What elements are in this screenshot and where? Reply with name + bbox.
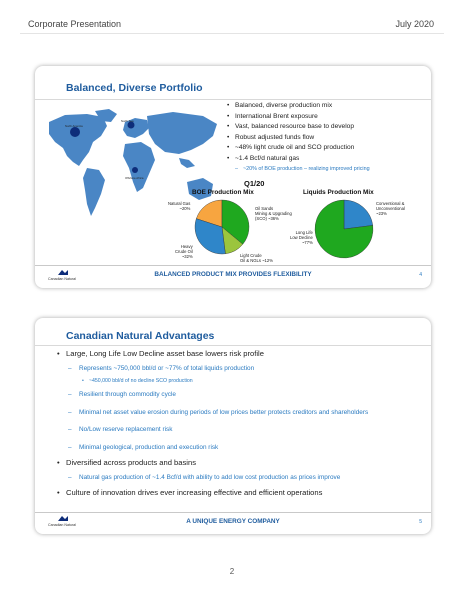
document-title: Corporate Presentation bbox=[28, 19, 122, 29]
boe-label-oil-sands: Oil Sands Mining & Upgrading (SCO) ~36% bbox=[255, 206, 292, 221]
slide-balanced-portfolio bbox=[35, 66, 431, 288]
slide-canadian-natural-advantages bbox=[35, 318, 431, 534]
boe-label-natural-gas: Natural Gas ~20% bbox=[168, 201, 191, 211]
slide-title: Balanced, Diverse Portfolio bbox=[66, 82, 203, 94]
title-divider bbox=[35, 99, 431, 100]
portfolio-bullets bbox=[225, 101, 425, 174]
map-south-america bbox=[83, 168, 105, 216]
bullet-level-2: – Natural gas production of ~1.4 Bcf/d with ability to add low cost production as prices improve bbox=[57, 474, 427, 482]
slide-title: Canadian Natural Advantages bbox=[66, 330, 215, 342]
slide-footer-text: A UNIQUE ENERGY COMPANY bbox=[186, 518, 280, 525]
boe-chart-title: BOE Production Mix bbox=[192, 189, 254, 196]
page-header bbox=[0, 0, 464, 34]
north-america-dot bbox=[70, 127, 80, 137]
bullet: • Robust adjusted funds flow bbox=[225, 133, 425, 144]
liquids-label-long-life: Long Life Low Decline ~77% bbox=[290, 230, 313, 245]
bullet: • Vast, balanced resource base to develop bbox=[225, 122, 425, 133]
advantages-bullets bbox=[57, 349, 427, 498]
footer-divider bbox=[35, 265, 431, 266]
map-label-offshore-africa: Offshore Africa bbox=[125, 176, 144, 180]
slide-number: 4 bbox=[419, 272, 422, 278]
map-africa bbox=[123, 142, 155, 192]
sub-bullet: – ~20% of BOE production – realizing improved pricing bbox=[225, 165, 425, 174]
footer-divider bbox=[35, 512, 431, 513]
company-logo: Canadian Natural bbox=[48, 515, 80, 529]
title-divider bbox=[35, 345, 431, 346]
bullet: • ~48% light crude oil and SCO production bbox=[225, 143, 425, 154]
offshore-africa-dot bbox=[132, 167, 138, 173]
bullet-level-1: • Diversified across products and basins bbox=[57, 458, 427, 468]
page-number: 2 bbox=[229, 567, 235, 576]
slide-footer-text: BALANCED PRODUCT MIX PROVIDES FLEXIBILITY bbox=[154, 271, 312, 278]
map-north-america bbox=[49, 114, 107, 166]
liquids-label-conventional: Conventional & Unconventional ~23% bbox=[376, 201, 405, 216]
map-asia bbox=[147, 112, 217, 154]
bullet: • ~1.4 Bcf/d natural gas bbox=[225, 154, 425, 165]
bullet-level-2: – Minimal geological, production and execution risk bbox=[57, 444, 427, 452]
bullet-level-2: – Minimal net asset value erosion during periods of low prices better protects creditors and shareholders bbox=[57, 409, 397, 417]
map-label-north-america: North America bbox=[65, 124, 83, 128]
bullet-level-1: • Large, Long Life Low Decline asset base lowers risk profile bbox=[57, 349, 427, 359]
bullet-level-2: – Resilient through commodity cycle bbox=[57, 391, 427, 399]
bullet: • Balanced, diverse production mix bbox=[225, 101, 425, 112]
boe-pie-chart bbox=[194, 199, 250, 255]
map-southeast-asia bbox=[179, 158, 195, 168]
bullet-level-1: • Culture of innovation drives ever increasing effective and efficient operations bbox=[57, 488, 427, 498]
period-label: Q1/20 bbox=[244, 179, 265, 188]
bullet-level-2: – No/Low reserve replacement risk bbox=[57, 426, 427, 434]
pie-slice-conventional-unconventional bbox=[344, 200, 373, 229]
company-logo: Canadian Natural bbox=[48, 269, 80, 283]
bullet-level-3: • ~450,000 bbl/d of no decline SCO production bbox=[57, 378, 427, 385]
boe-label-heavy-crude: Heavy Crude Oil ~32% bbox=[175, 244, 193, 259]
boe-label-light-crude: Light Crude Oil & NGLs ~12% bbox=[240, 253, 273, 263]
bullet-level-2: – Represents ~750,000 bbl/d or ~77% of total liquids production bbox=[57, 365, 427, 373]
liquids-pie-chart bbox=[314, 199, 374, 259]
liquids-chart-title: Liquids Production Mix bbox=[303, 189, 374, 196]
map-label-north-sea: North Sea bbox=[121, 119, 134, 123]
slide-number: 5 bbox=[419, 519, 422, 525]
header-divider bbox=[20, 33, 444, 34]
document-date: July 2020 bbox=[395, 19, 434, 29]
bullet: • International Brent exposure bbox=[225, 112, 425, 123]
